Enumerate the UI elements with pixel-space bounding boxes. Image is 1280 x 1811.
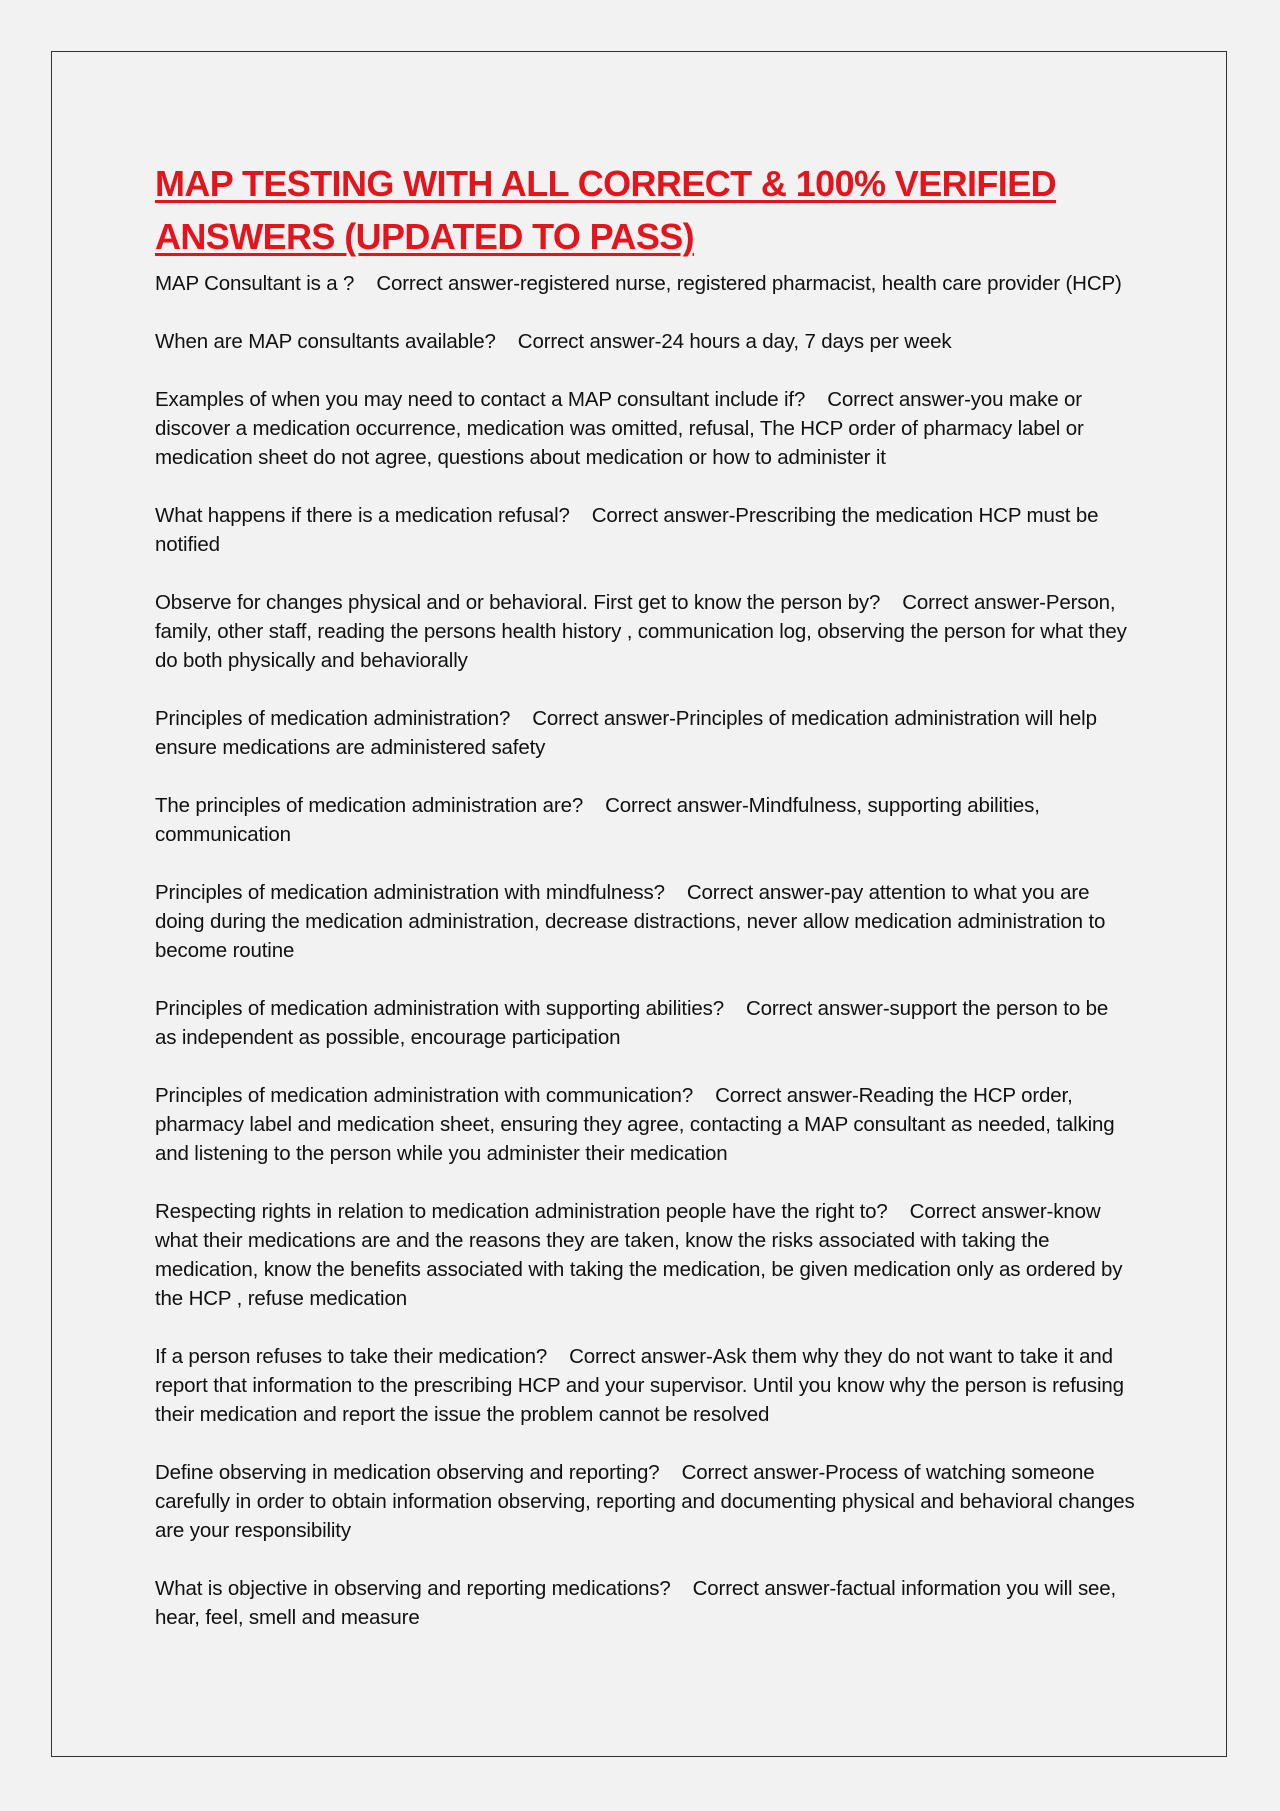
question-text: Respecting rights in relation to medication administration people have the right to?	[155, 1200, 888, 1223]
qa-item	[155, 791, 1135, 849]
answer-text: Correct answer-registered nurse, registered pharmacist, health care provider (HCP)	[376, 272, 1122, 295]
answer-text: Correct answer-24 hours a day, 7 days per week	[517, 330, 952, 353]
qa-item	[155, 1081, 1135, 1168]
question-text: The principles of medication administration are?	[155, 794, 584, 817]
answer-text: Correct answer-Person, family, other staff, reading the persons health history , communication log, observing the person for what they do both physically and behaviorally	[155, 591, 1127, 672]
question-text: Principles of medication administration with communication?	[155, 1084, 694, 1107]
qa-item	[155, 327, 1135, 356]
question-text: When are MAP consultants available?	[155, 330, 496, 353]
answer-text: Correct answer-Prescribing the medication HCP must be notified	[155, 504, 1099, 556]
answer-text: Correct answer-know what their medications are and the reasons they are taken, know the risks associated with taking the medication, know the benefits associated with taking the medication, be given medication only as ordered by the HCP , refuse medication	[155, 1200, 1123, 1310]
qa-item	[155, 1574, 1135, 1632]
qa-item	[155, 385, 1135, 472]
qa-item	[155, 501, 1135, 559]
qa-item	[155, 704, 1135, 762]
qa-item	[155, 1342, 1135, 1429]
qa-item	[155, 994, 1135, 1052]
question-text: Principles of medication administration?	[155, 707, 511, 730]
answer-text: Correct answer-Ask them why they do not want to take it and report that information to the prescribing HCP and your supervisor. Until you know why the person is refusing their medication and report the issue the problem cannot be resolved	[155, 1345, 1124, 1426]
question-text: Examples of when you may need to contact a MAP consultant include if?	[155, 388, 806, 411]
qa-item	[155, 269, 1135, 298]
question-text: Define observing in medication observing and reporting?	[155, 1461, 660, 1484]
question-text: What is objective in observing and reporting medications?	[155, 1577, 671, 1600]
answer-text: Correct answer-support the person to be as independent as possible, encourage participation	[155, 997, 1109, 1049]
question-text: If a person refuses to take their medication?	[155, 1345, 548, 1368]
answer-text: Correct answer-Process of watching someone carefully in order to obtain information observing, reporting and documenting physical and behavioral changes are your responsibility	[155, 1461, 1135, 1542]
question-text: What happens if there is a medication refusal?	[155, 504, 570, 527]
answer-text: Correct answer-factual information you will see, hear, feel, smell and measure	[155, 1577, 1117, 1629]
answer-text: Correct answer-Mindfulness, supporting abilities, communication	[155, 794, 1040, 846]
document-body	[155, 157, 1135, 1661]
question-text: Observe for changes physical and or behavioral. First get to know the person by?	[155, 591, 881, 614]
qa-item	[155, 878, 1135, 965]
answer-text: Correct answer-you make or discover a medication occurrence, medication was omitted, refusal, The HCP order of pharmacy label or medication sheet do not agree, questions about medication or how to administer it	[155, 388, 1084, 469]
qa-item	[155, 1197, 1135, 1313]
question-text: Principles of medication administration with mindfulness?	[155, 881, 665, 904]
answer-text: Correct answer-pay attention to what you are doing during the medication administration, decrease distractions, never allow medication administration to become routine	[155, 881, 1106, 962]
document-title: MAP TESTING WITH ALL CORRECT & 100% VERIFIED ANSWERS (UPDATED TO PASS)	[155, 163, 1057, 257]
qa-item	[155, 588, 1135, 675]
answer-text: Correct answer-Principles of medication administration will help ensure medications are administered safety	[155, 707, 1097, 759]
qa-item	[155, 1458, 1135, 1545]
answer-text: Correct answer-Reading the HCP order, pharmacy label and medication sheet, ensuring they agree, contacting a MAP consultant as needed, talking and listening to the person while you administer their medication	[155, 1084, 1115, 1165]
question-text: MAP Consultant is a ?	[155, 272, 355, 295]
question-text: Principles of medication administration with supporting abilities?	[155, 997, 724, 1020]
